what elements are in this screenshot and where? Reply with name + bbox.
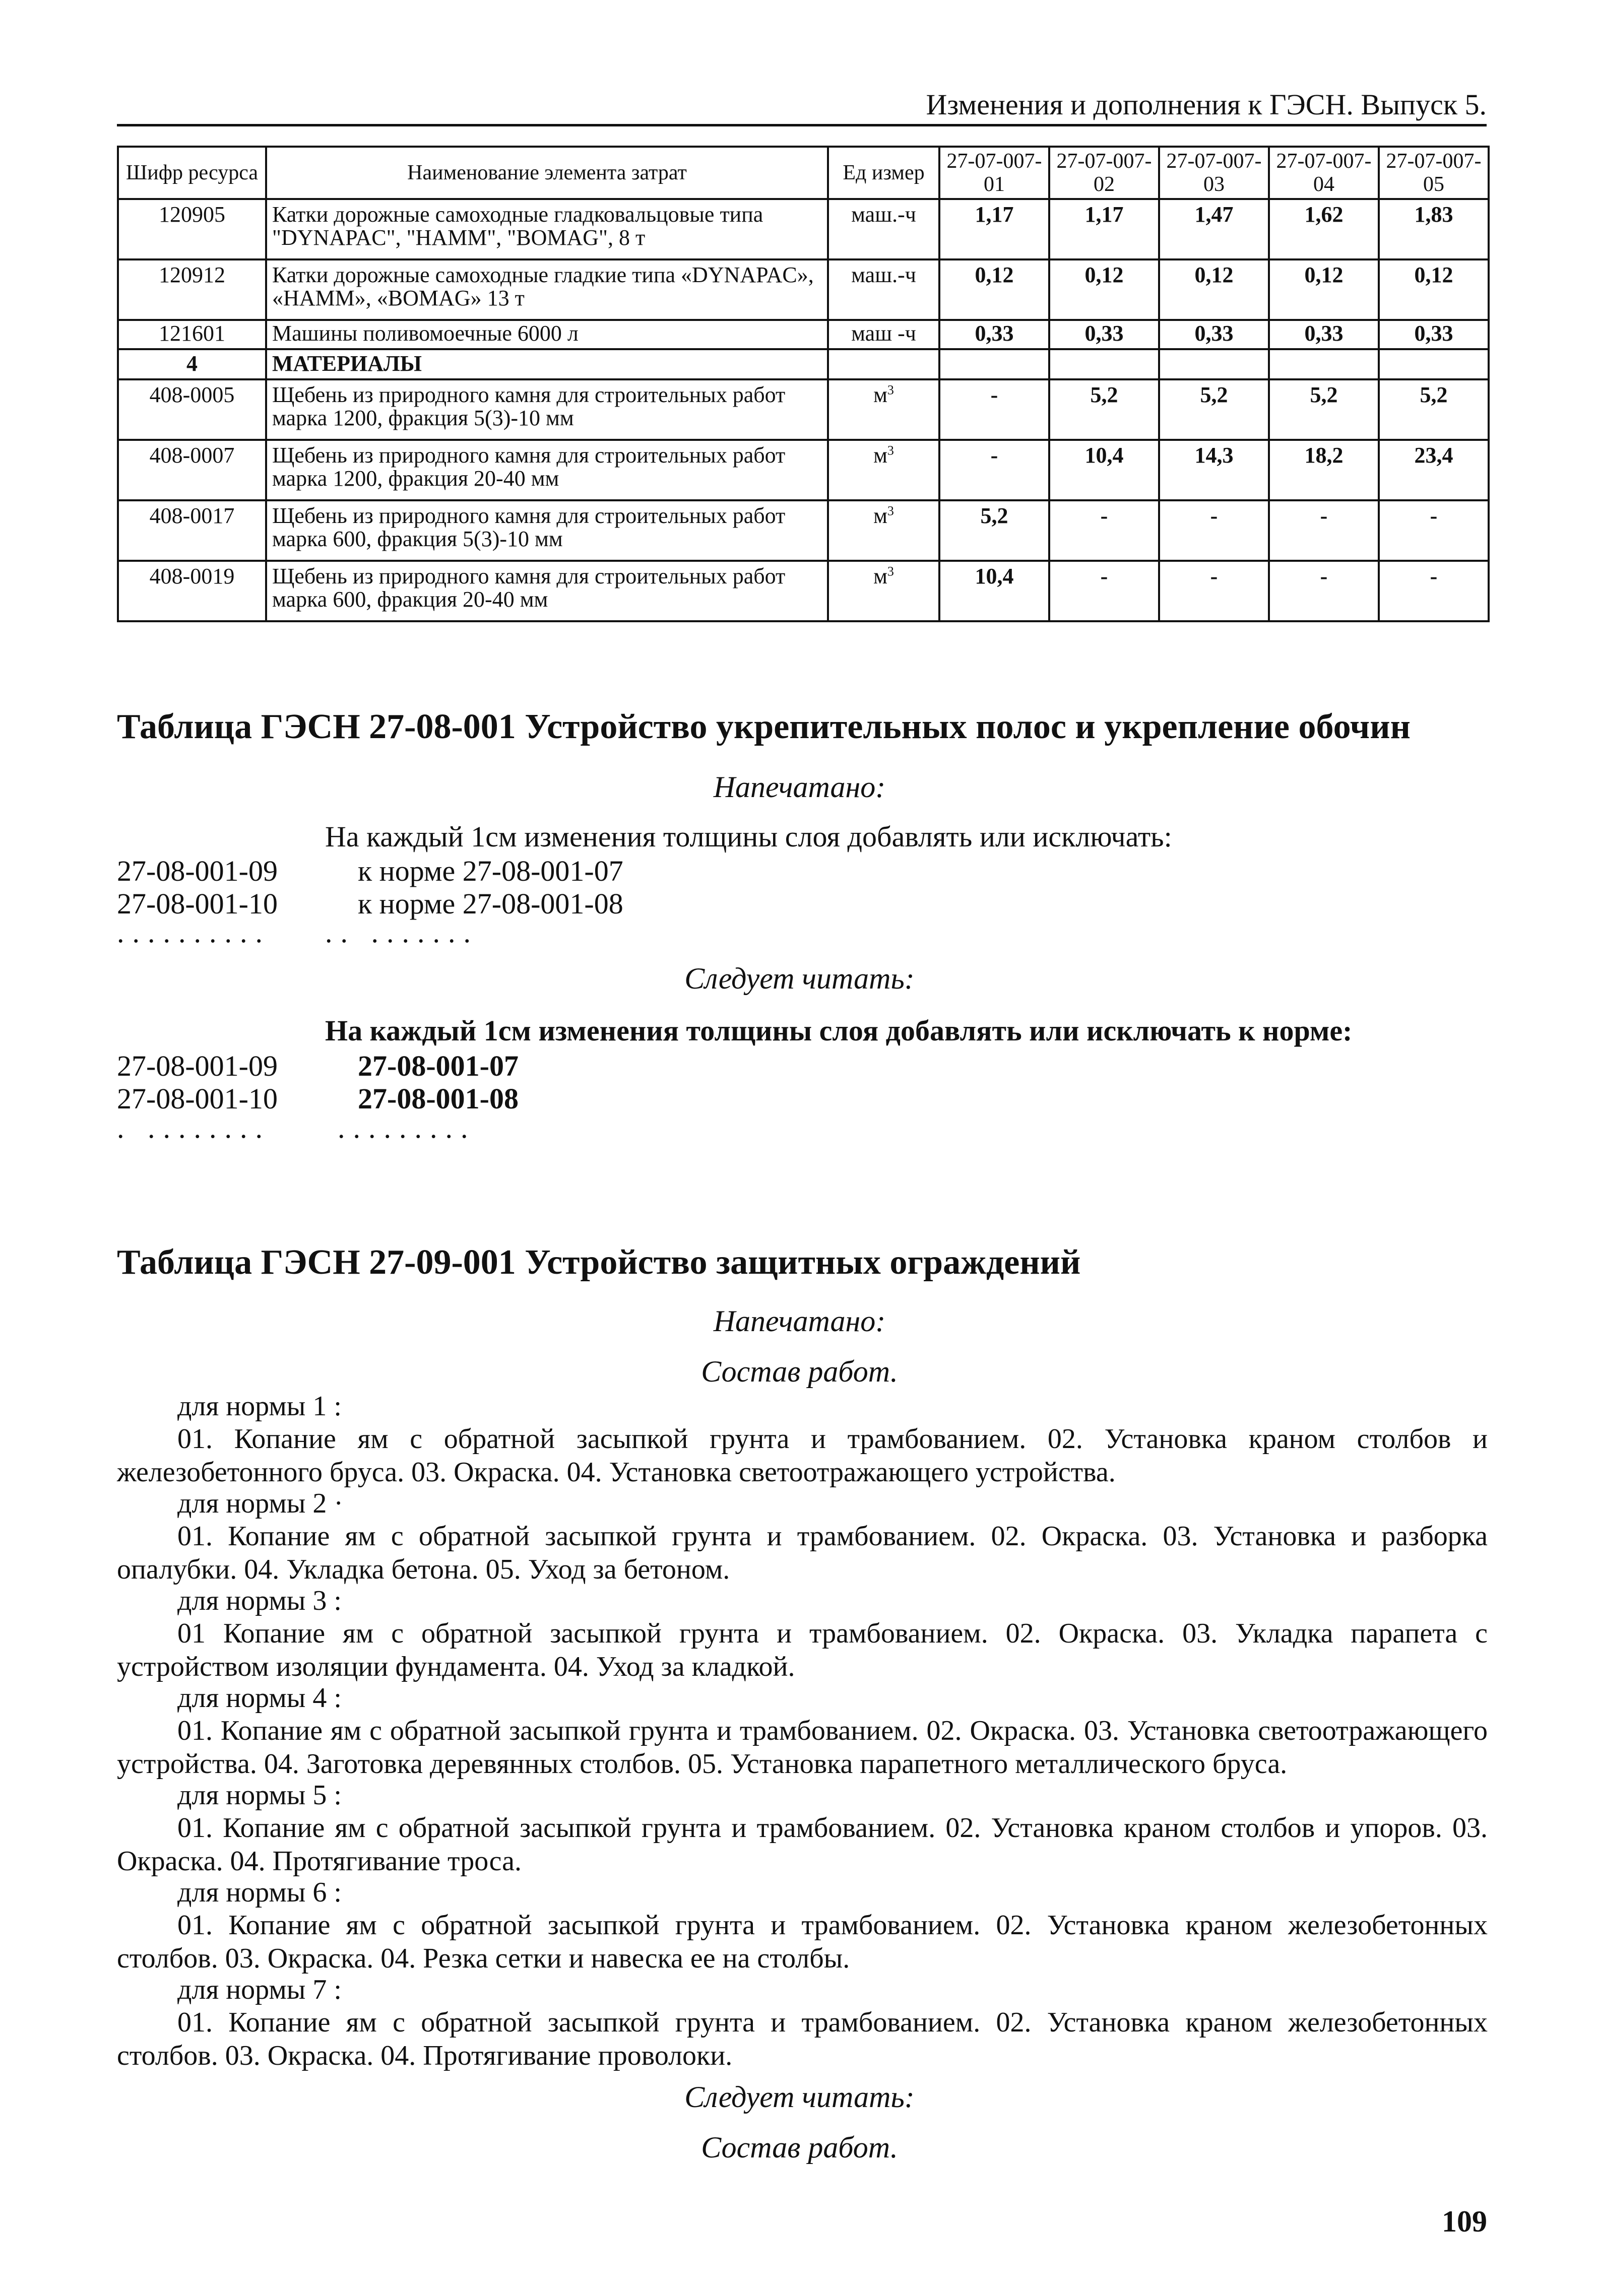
table-row (118, 320, 1489, 349)
column-header: Наименование элемента затрат (266, 147, 828, 199)
value-cell: 5,2 (1379, 379, 1489, 440)
value-cell: - (939, 440, 1049, 500)
value-cell: 14,3 (1159, 440, 1269, 500)
empty-cell (1159, 349, 1269, 379)
norm-label: для нормы 3 : (177, 1585, 342, 1616)
section-number: 4 (118, 349, 266, 379)
running-header: Изменения и дополнения к ГЭСН. Выпуск 5. (117, 90, 1487, 126)
section-title: МАТЕРИАЛЫ (266, 349, 828, 379)
value-cell: - (1269, 561, 1379, 621)
empty-cell (1269, 349, 1379, 379)
norm-works-text: 01. Копание ям с обратной засыпкой грунта и трамбованием. 02. Установка краном железобетонных столбов. 03. Окраска. 04. Резка сетки и навеска ее на столбы. (117, 1910, 1488, 1974)
table-row (118, 379, 1489, 440)
value-cell: - (939, 379, 1049, 440)
value-cell: 1,62 (1269, 199, 1379, 259)
norm-works-text: 01. Копание ям с обратной засыпкой грунта и трамбованием. 02. Установка краном столбов и железобетонного бруса. 03. Окраска. 04. Установка светоотражающего устройства. (117, 1423, 1488, 1488)
read-caption: Следует читать: (684, 2080, 915, 2114)
norm-label: для нормы 2 · (177, 1488, 344, 1519)
value-cell: - (1269, 500, 1379, 561)
norm-reference: 27-08-001-07 (358, 1049, 519, 1082)
norm-label: для нормы 5 : (177, 1780, 342, 1811)
unit-text: м (873, 503, 887, 528)
section-heading: Таблица ГЭСН 27-09-001 Устройство защитных ограждений (117, 1243, 1081, 1282)
resource-code: 408-0017 (118, 500, 266, 561)
value-cell: 0,33 (1269, 320, 1379, 349)
table-row (118, 440, 1489, 500)
ellipsis-dots: .. ....... (325, 916, 479, 949)
value-cell: 0,33 (1379, 320, 1489, 349)
value-cell: - (1049, 561, 1159, 621)
column-header: 27-07-007-03 (1159, 147, 1269, 199)
unit-cell (828, 379, 939, 440)
unit-cell: маш -ч (828, 320, 939, 349)
resource-code: 408-0005 (118, 379, 266, 440)
resource-name: Щебень из природного камня для строительных работ марка 600, фракция 20-40 мм (266, 561, 828, 621)
unit-cell: маш.-ч (828, 199, 939, 259)
table-row (118, 259, 1489, 320)
value-cell: 1,17 (939, 199, 1049, 259)
value-cell: 0,12 (1379, 259, 1489, 320)
table-row (118, 561, 1489, 621)
value-cell: - (1049, 500, 1159, 561)
resource-name: Машины поливомоечные 6000 л (266, 320, 828, 349)
value-cell: 5,2 (1049, 379, 1159, 440)
value-cell: - (1159, 561, 1269, 621)
resource-name: Щебень из природного камня для строительных работ марка 1200, фракция 20-40 мм (266, 440, 828, 500)
resource-code: 120905 (118, 199, 266, 259)
column-header: Шифр ресурса (118, 147, 266, 199)
resource-name: Катки дорожные самоходные гладкие типа «DYNAPAC», «HAMM», «BOMAG» 13 т (266, 259, 828, 320)
resource-code: 408-0019 (118, 561, 266, 621)
norm-reference: к норме 27-08-001-07 (358, 855, 623, 887)
value-cell: 18,2 (1269, 440, 1379, 500)
value-cell: 10,4 (1049, 440, 1159, 500)
unit-exponent: 3 (887, 382, 894, 398)
value-cell: 0,33 (1159, 320, 1269, 349)
norm-code: 27-08-001-09 (117, 855, 278, 887)
value-cell: - (1159, 500, 1269, 561)
section-heading: Таблица ГЭСН 27-08-001 Устройство укрепительных полос и укрепление обочин (117, 707, 1411, 746)
value-cell: 1,47 (1159, 199, 1269, 259)
table-header-row (118, 147, 1489, 199)
column-header: Ед измер (828, 147, 939, 199)
printed-caption: Напечатано: (713, 1304, 886, 1338)
value-cell: 1,17 (1049, 199, 1159, 259)
ellipsis-dots: ......... (338, 1111, 476, 1144)
resource-name: Щебень из природного камня для строительных работ марка 600, фракция 5(3)-10 мм (266, 500, 828, 561)
printed-intro: На каждый 1см изменения толщины слоя добавлять или исключать: (325, 820, 1172, 853)
norm-works-text: 01. Копание ям с обратной засыпкой грунта и трамбованием. 02. Окраска. 03. Установка и разборка опалубки. 04. Укладка бетона. 05. Уход за бетоном. (117, 1521, 1488, 1585)
section-row (118, 349, 1489, 379)
norm-label: для нормы 7 : (177, 1974, 342, 2005)
works-caption: Состав работ. (701, 1355, 898, 1388)
value-cell: 0,12 (1269, 259, 1379, 320)
unit-exponent: 3 (887, 564, 894, 579)
resource-name: Щебень из природного камня для строительных работ марка 1200, фракция 5(3)-10 мм (266, 379, 828, 440)
ellipsis-dots: .......... (117, 916, 271, 949)
unit-cell (828, 500, 939, 561)
norm-works-text: 01. Копание ям с обратной засыпкой грунта и трамбованием. 02. Установка краном железобетонных столбов. 03. Окраска. 04. Протягивание проволоки. (117, 2007, 1488, 2071)
norm-reference: к норме 27-08-001-08 (358, 887, 623, 920)
unit-text: м (873, 382, 887, 407)
norm-code: 27-08-001-10 (117, 1082, 278, 1115)
value-cell: - (1379, 500, 1489, 561)
value-cell: 0,33 (939, 320, 1049, 349)
unit-exponent: 3 (887, 503, 894, 518)
unit-text: м (873, 564, 887, 588)
value-cell: 5,2 (939, 500, 1049, 561)
resource-code: 408-0007 (118, 440, 266, 500)
value-cell: 1,83 (1379, 199, 1489, 259)
unit-cell (828, 440, 939, 500)
read-intro: На каждый 1см изменения толщины слоя добавлять или исключать к норме: (325, 1014, 1353, 1047)
resource-name: Катки дорожные самоходные гладковальцовые типа "DYNAPAC", "HAMM", "BOMAG", 8 т (266, 199, 828, 259)
page-number: 109 (1442, 2205, 1487, 2238)
norm-code: 27-08-001-10 (117, 887, 278, 920)
empty-cell (1049, 349, 1159, 379)
norm-label: для нормы 6 : (177, 1877, 342, 1908)
printed-caption: Напечатано: (713, 770, 886, 804)
value-cell: 5,2 (1159, 379, 1269, 440)
column-header: 27-07-007-04 (1269, 147, 1379, 199)
unit-exponent: 3 (887, 443, 894, 458)
unit-cell (828, 561, 939, 621)
value-cell: 0,12 (1049, 259, 1159, 320)
resource-code: 121601 (118, 320, 266, 349)
column-header: 27-07-007-02 (1049, 147, 1159, 199)
value-cell: 10,4 (939, 561, 1049, 621)
read-caption: Следует читать: (684, 962, 915, 995)
unit-cell: маш.-ч (828, 259, 939, 320)
value-cell: 0,12 (1159, 259, 1269, 320)
norm-works-text: 01 Копание ям с обратной засыпкой грунта и трамбованием. 02. Окраска. 03. Укладка парапета с устройством изоляции фундамента. 04. Уход за кладкой. (117, 1618, 1488, 1682)
unit-text: м (873, 443, 887, 468)
norm-label: для нормы 4 : (177, 1682, 342, 1714)
norm-works-text: 01. Копание ям с обратной засыпкой грунта и трамбованием. 02. Окраска. 03. Установка светоотражающего устройства. 04. Заготовка деревянных столбов. 05. Установка парапетного металлического бруса. (117, 1715, 1488, 1780)
norm-label: для нормы 1 : (177, 1391, 342, 1422)
value-cell: 23,4 (1379, 440, 1489, 500)
value-cell: - (1379, 561, 1489, 621)
norm-code: 27-08-001-09 (117, 1049, 278, 1082)
ellipsis-dots: . ........ (117, 1111, 271, 1144)
column-header: 27-07-007-05 (1379, 147, 1489, 199)
empty-cell (1379, 349, 1489, 379)
works-caption: Состав работ. (701, 2131, 898, 2164)
norm-reference: 27-08-001-08 (358, 1082, 519, 1115)
table-row (118, 199, 1489, 259)
resource-code: 120912 (118, 259, 266, 320)
value-cell: 0,33 (1049, 320, 1159, 349)
table-row (118, 500, 1489, 561)
column-header: 27-07-007-01 (939, 147, 1049, 199)
resource-table (117, 146, 1490, 622)
empty-cell (828, 349, 939, 379)
value-cell: 5,2 (1269, 379, 1379, 440)
empty-cell (939, 349, 1049, 379)
norm-works-text: 01. Копание ям с обратной засыпкой грунта и трамбованием. 02. Установка краном столбов и упоров. 03. Окраска. 04. Протягивание троса. (117, 1812, 1488, 1877)
value-cell: 0,12 (939, 259, 1049, 320)
